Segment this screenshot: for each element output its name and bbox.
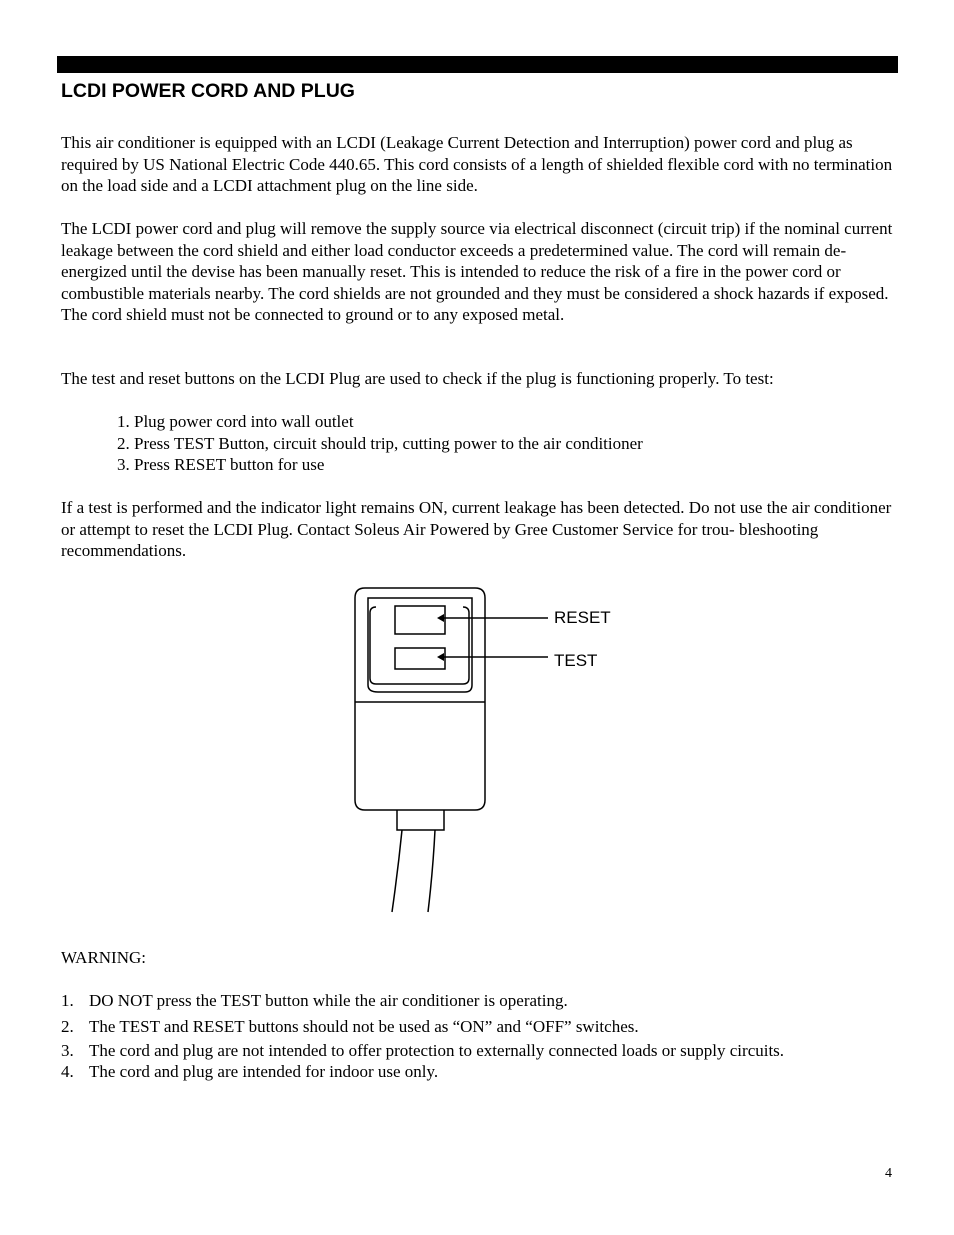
test-step: 1. Plug power cord into wall outlet	[117, 412, 354, 431]
warning-item	[61, 1062, 784, 1083]
warning-text: The cord and plug are not intended to offer protection to externally connected loads or supply circuits.	[89, 1041, 785, 1060]
leakage-paragraph: If a test is performed and the indicator light remains ON, current leakage has been detected. Do not use the air conditioner or attempt to reset the LCDI Plug. Contact Soleus Air Powered by Gree Customer Service for trou- bleshooting recommendations.	[61, 498, 892, 560]
intro-paragraph: This air conditioner is equipped with an LCDI (Leakage Current Detection and Interruption) power cord and plug as required by US National Electric Code 440.65. This cord consists of a length of shielded flexible cord with no termination on the load side and a LCDI attachment plug on the line side.	[61, 133, 893, 195]
strain-relief-outline	[397, 810, 444, 830]
warning-title: WARNING:	[61, 948, 146, 967]
cord-left-line	[392, 830, 402, 912]
warning-number: 3.	[61, 1041, 74, 1060]
warning-item	[61, 1017, 784, 1041]
page-number: 4	[885, 1166, 892, 1181]
warning-item	[61, 1041, 784, 1062]
section-heading: LCDI POWER CORD AND PLUG	[61, 80, 355, 102]
lcdi-plug-illustration	[340, 580, 640, 930]
test-steps-list	[117, 411, 643, 476]
warning-text: The cord and plug are intended for indoor use only.	[89, 1062, 439, 1081]
warning-number: 1.	[61, 991, 74, 1010]
trip-paragraph: The LCDI power cord and plug will remove the supply source via electrical disconnect (circuit trip) if the nominal current leakage between the cord shield and either load conductor exceeds a predetermined value. The cord will remain de-energized until the devise has been manually reset. This is intended to reduce the risk of a fire in the power cord or combustible materials nearby. The cord shields are not grounded and they must be considered a shock hazards if exposed. The cord shield must not be connected to ground or to any exposed metal.	[61, 219, 893, 324]
plug-body-outline	[355, 588, 485, 810]
test-arrow-icon	[437, 653, 444, 661]
test-button-shape	[395, 648, 445, 669]
test-label: TEST	[554, 651, 598, 670]
lcdi-plug-diagram	[340, 580, 640, 935]
test-intro-paragraph: The test and reset buttons on the LCDI Plug are used to check if the plug is functioning properly. To test:	[61, 369, 774, 388]
header-rule	[57, 56, 898, 73]
warning-text: The TEST and RESET buttons should not be used as “ON” and “OFF” switches.	[89, 1017, 639, 1036]
reset-button-shape	[395, 606, 445, 634]
test-step: 3. Press RESET button for use	[117, 455, 325, 474]
reset-arrow-icon	[437, 614, 444, 622]
warning-list	[61, 991, 784, 1083]
test-step: 2. Press TEST Button, circuit should trip, cutting power to the air conditioner	[117, 433, 643, 453]
button-panel-outline	[368, 598, 472, 692]
warning-item	[61, 991, 784, 1017]
warning-number: 2.	[61, 1017, 74, 1036]
cord-right-line	[428, 830, 435, 912]
warning-number: 4.	[61, 1062, 74, 1081]
warning-text: DO NOT press the TEST button while the air conditioner is operating.	[89, 991, 568, 1010]
reset-label: RESET	[554, 608, 611, 627]
